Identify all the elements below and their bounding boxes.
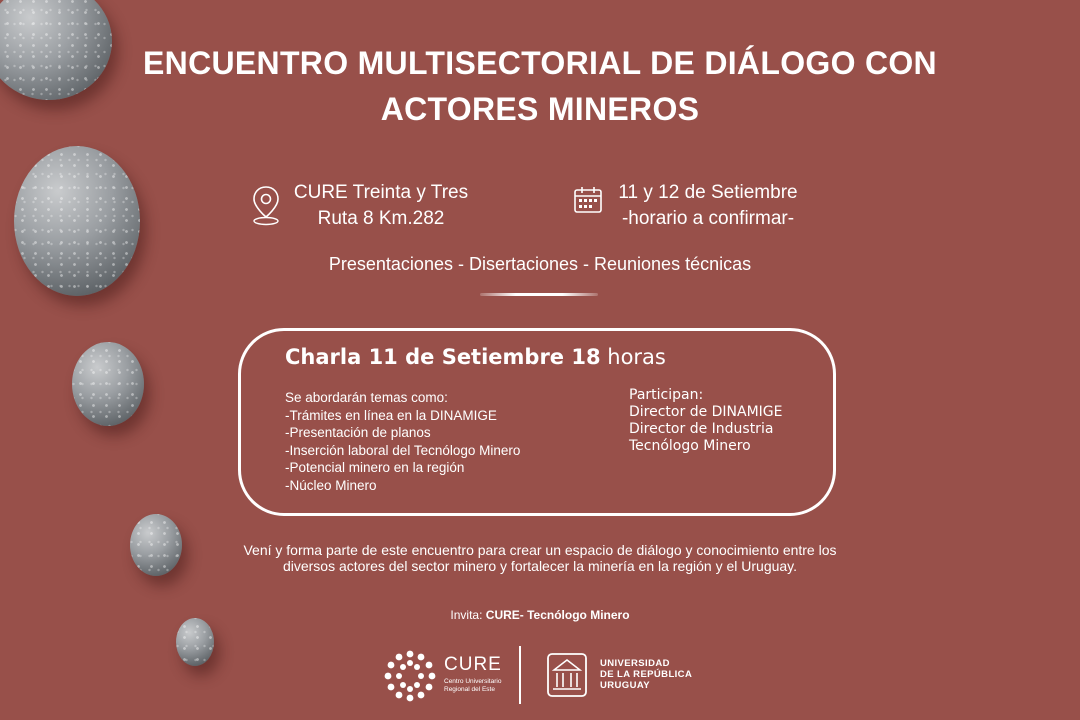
invite-label: Invita:: [450, 608, 486, 622]
location-line-2: Ruta 8 Km.282: [317, 208, 445, 229]
rock-image-5: [176, 618, 214, 666]
topic-item: -Inserción laboral del Tecnólogo Minero: [285, 442, 521, 458]
topic-item: -Potencial minero en la región: [285, 460, 465, 475]
logo-separator: [519, 646, 521, 704]
date-line-1: 11 y 12 de Setiembre: [618, 182, 798, 203]
rock-image-2: [14, 146, 140, 296]
udelar-line-1: UNIVERSIDAD: [600, 658, 670, 669]
topic-item: -Núcleo Minero: [285, 477, 377, 493]
talk-heading-rest: horas: [600, 345, 666, 369]
cure-sub-line-2: Regional del Este: [444, 686, 495, 693]
cure-logo-subtitle: [444, 678, 501, 694]
participants-label: Participan:: [629, 387, 704, 403]
participants: [629, 387, 783, 455]
cure-sub-line-1: Centro Universitario: [444, 678, 502, 685]
date-line-2: -horario a confirmar-: [621, 208, 795, 229]
topics-intro: Se abordarán temas como:: [285, 390, 448, 405]
location-line-1: CURE Treinta y Tres: [293, 182, 469, 203]
udelar-building-icon: [546, 652, 588, 698]
calendar-icon: [572, 184, 604, 226]
topic-item: -Presentación de planos: [285, 425, 431, 440]
cure-logo-name: CURE: [444, 654, 502, 675]
logos-footer: [380, 646, 700, 706]
udelar-logo-text: [600, 658, 692, 691]
rock-image-3: [72, 342, 144, 426]
divider-line: [480, 293, 598, 296]
talk-box: [238, 328, 836, 516]
udelar-line-3: URUGUAY: [600, 680, 650, 691]
event-title: ENCUENTRO MULTISECTORIAL DE DIÁLOGO CON ACTORES MINEROS: [143, 45, 937, 127]
participant-item: Director de DINAMIGE: [629, 404, 783, 420]
participant-item: Director de Industria: [629, 421, 774, 437]
invite-value: CURE- Tecnólogo Minero: [485, 608, 630, 622]
topic-item: -Trámites en línea en la DINAMIGE: [285, 407, 497, 423]
cure-logo-icon: [382, 648, 438, 704]
location-pin-icon: [250, 184, 282, 226]
invitation-paragraph: Vení y forma parte de este encuentro para crear un espacio de diálogo y conocimiento entre los diversos actores del sector minero y fortalecer la minería en la región y el Uruguay.: [243, 542, 837, 574]
participant-item: Tecnólogo Minero: [629, 438, 751, 454]
invite-line: [240, 608, 840, 622]
udelar-line-2: DE LA REPÚBLICA: [600, 669, 693, 680]
talk-topics: [285, 389, 520, 494]
rock-image-1: [0, 0, 112, 100]
talk-heading-bold: Charla 11 de Setiembre 18: [285, 345, 601, 369]
activities-subtitle: Presentaciones - Disertaciones - Reuniones técnicas: [328, 254, 752, 274]
rock-image-4: [130, 514, 182, 576]
talk-heading: [285, 345, 666, 369]
